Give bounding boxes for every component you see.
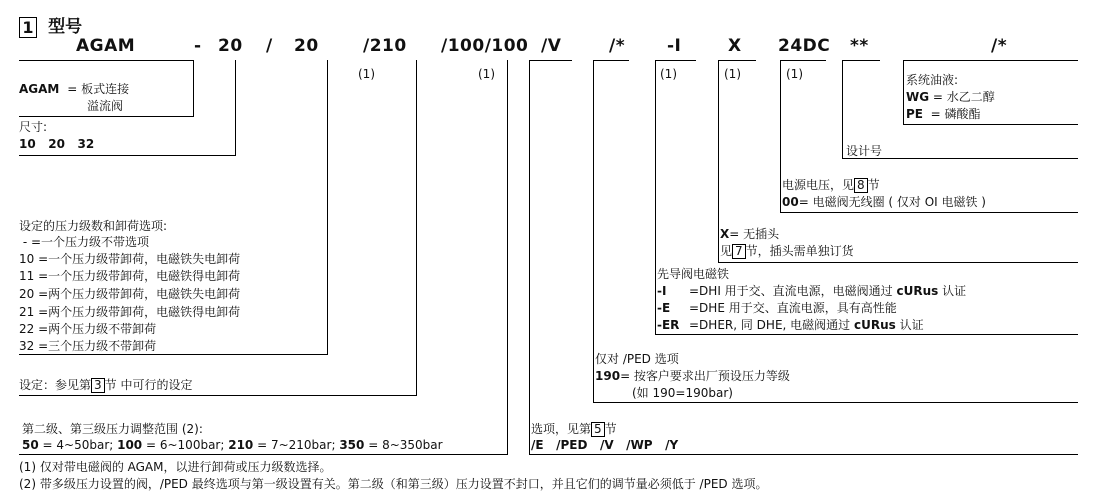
design-label: 设计号: [846, 144, 883, 158]
pressure-option-item: 21 =两个压力级带卸荷，电磁铁得电卸荷: [19, 305, 241, 319]
line: [842, 60, 843, 159]
pressure-option-item: - =一个压力级不带选项: [19, 235, 150, 249]
size-values: 10 20 32: [19, 137, 95, 151]
range-values: 50 = 4~50bar; 100 = 6~100bar; 210 = 7~210bar; 350 = 8~350bar: [22, 438, 443, 452]
footnote: (1) 仅对带电磁阀的 AGAM，以进行卸荷或压力级数选择。: [19, 460, 332, 474]
line: [718, 60, 756, 61]
footnote: (2) 带多级压力设置的阀，/PED 最终选项与第一级设置有关。第二级（和第三级）压力设置不封口，并且它们的调节量必须低于 /PED 选项。: [19, 477, 768, 491]
setting-section-box: 3: [91, 378, 105, 393]
line: [655, 60, 696, 61]
line: [529, 60, 572, 61]
options-list: /E /PED /V /WP /Y: [531, 438, 679, 452]
pressure-option-item: 32 =三个压力级不带卸荷: [19, 339, 157, 353]
pilot-row: -ER =DHER, 同 DHE, 电磁阀通过 cURus 认证: [657, 318, 924, 332]
line: [529, 60, 530, 455]
code-options: /V: [541, 36, 562, 56]
pressure-option-item: 10 =一个压力级带卸荷，电磁铁失电卸荷: [19, 252, 241, 266]
code-pilot: -I: [667, 36, 682, 56]
voltage-section-box: 8: [854, 178, 868, 193]
range-title: 第二级、第三级压力调整范围 (2):: [22, 422, 203, 436]
agam-desc-1: 板式连接: [81, 82, 130, 96]
code-range: /100/100: [441, 36, 529, 56]
line: [593, 402, 1078, 403]
line: [842, 60, 880, 61]
code-voltage: 24DC: [778, 36, 831, 56]
pilot-row: -I =DHI 用于交、直流电源，电磁阀通过 cURus 认证: [657, 284, 967, 298]
code-plug: X: [728, 36, 742, 56]
line: [903, 60, 1078, 61]
line: [593, 60, 594, 403]
agam-code: AGAM: [19, 82, 60, 96]
agam-definition: AGAM = 板式连接: [19, 82, 130, 96]
line: [19, 454, 508, 455]
line: [718, 60, 719, 263]
ped-definition: 190= 按客户要求出厂预设压力等级: [595, 369, 790, 383]
line: [19, 395, 417, 396]
pressure-options-title: 设定的压力级数和卸荷选项:: [19, 219, 168, 233]
line: [235, 60, 236, 156]
note-ref-X: (1): [724, 67, 741, 81]
code-ped: /*: [609, 36, 626, 56]
section-title: 型号: [48, 17, 83, 37]
line: [593, 60, 629, 61]
code-agam: AGAM: [76, 36, 136, 56]
pressure-option-item: 11 =一个压力级带卸荷，电磁铁得电卸荷: [19, 269, 241, 283]
code-fluid: /*: [991, 36, 1008, 56]
agam-desc-2: 溢流阀: [87, 99, 124, 113]
code-dash: -: [194, 36, 202, 56]
line: [507, 60, 508, 455]
line: [416, 60, 417, 396]
line: [529, 454, 1078, 455]
pilot-row: -E =DHE 用于交、直流电源，具有高性能: [657, 301, 897, 315]
pressure-option-item: 20 =两个压力级带卸荷，电磁铁失电卸荷: [19, 287, 241, 301]
line: [193, 60, 194, 117]
line: [903, 60, 904, 125]
plug-reference: 见 7 节，插头需单独订货: [720, 244, 854, 258]
pilot-title: 先导阀电磁铁: [657, 267, 730, 281]
fluid-title: 系统油液:: [906, 73, 959, 87]
setting-reference: 设定：参见第 3 节 中可行的设定: [19, 378, 193, 392]
line: [655, 334, 1078, 335]
note-ref-210: (1): [358, 67, 375, 81]
line: [718, 262, 1078, 263]
note-ref-I: (1): [660, 67, 677, 81]
ped-title: 仅对 /PED 选项: [595, 352, 679, 366]
line: [19, 155, 236, 156]
line: [655, 60, 656, 335]
line: [780, 60, 826, 61]
line: [19, 116, 194, 117]
options-reference: 选项，见第 5 节: [531, 422, 617, 436]
code-size: 20: [218, 36, 243, 56]
code-setting: /210: [363, 36, 407, 56]
fluid-row: PE = 磷酸酯: [906, 107, 981, 121]
line: [19, 60, 194, 61]
plug-section-box: 7: [732, 244, 746, 259]
pressure-option-item: 22 =两个压力级不带卸荷: [19, 322, 157, 336]
code-design: **: [850, 36, 869, 56]
ped-example: (如 190=190bar): [632, 386, 733, 400]
options-section-box: 5: [591, 422, 605, 437]
line: [903, 124, 1078, 125]
note-ref-100: (1): [478, 67, 495, 81]
line: [19, 354, 328, 355]
code-pressure-option: 20: [294, 36, 319, 56]
plug-definition: X= 无插头: [720, 227, 780, 241]
section-header: [19, 12, 82, 38]
code-slash: /: [266, 36, 273, 56]
line: [780, 60, 781, 213]
note-ref-24DC: (1): [786, 67, 803, 81]
fluid-row: WG = 水乙二醇: [906, 90, 995, 104]
line: [327, 60, 328, 355]
line: [780, 212, 1078, 213]
voltage-definition: 00= 电磁阀无线圈 ( 仅对 OI 电磁铁 ): [782, 195, 986, 209]
section-number-box: 1: [19, 17, 37, 38]
voltage-reference: 电源电压，见 8 节: [782, 178, 880, 192]
size-label: 尺寸:: [19, 120, 48, 134]
